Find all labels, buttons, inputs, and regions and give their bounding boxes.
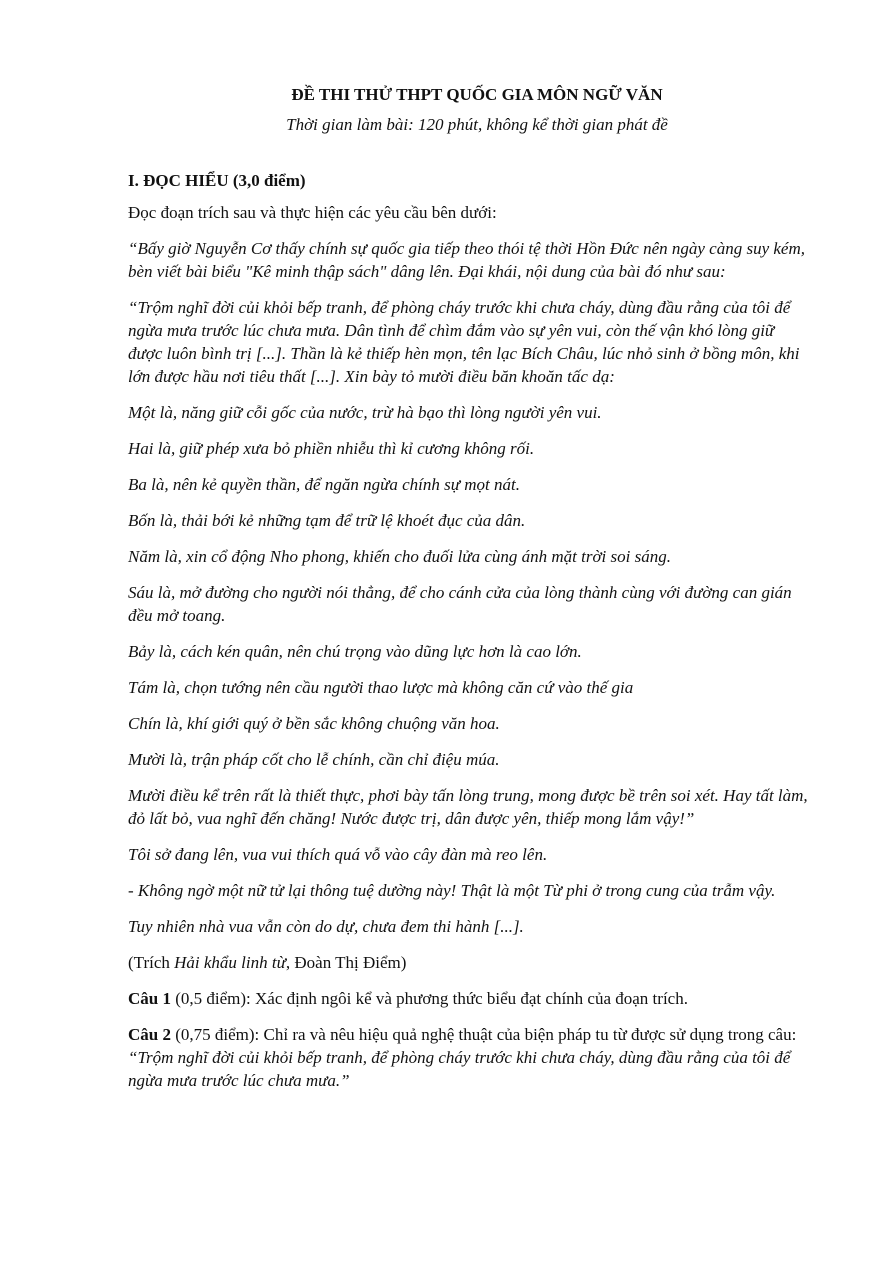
passage-paragraph: Mười điều kể trên rất là thiết thực, phơi bày tấn lòng trung, mong được bề trên soi xét. Hay tất làm, đỏ lất bỏ, vua nghĩ đến chăng! Nước được trị, dân được yên, thiếp mong lắm vậy!”: [128, 786, 808, 828]
passage-paragraph: Tuy nhiên nhà vua vẫn còn do dự, chưa đem thi hành [...].: [128, 917, 524, 936]
passage-list-item: Chín là, khí giới quý ở bền sắc không chuộng văn hoa.: [128, 714, 500, 733]
passage-list-item: Năm là, xin cổ động Nho phong, khiến cho đuối lửa cùng ánh mặt trời soi sáng.: [128, 547, 671, 566]
source-suffix: , Đoàn Thị Điểm): [285, 953, 407, 972]
passage-list-item: Mười là, trận pháp cốt cho lễ chính, cần chỉ điệu múa.: [128, 750, 500, 769]
passage-list-item: Một là, năng giữ cỗi gốc của nước, trừ hà bạo thì lòng người yên vui.: [128, 403, 602, 422]
section-heading: I. ĐỌC HIỂU (3,0 điểm): [128, 171, 306, 190]
passage-list-item: Bốn là, thải bới kẻ những tạm để trữ lệ khoét đục của dân.: [128, 511, 526, 530]
question-label: Câu 2: [128, 1025, 171, 1044]
source-work-title: Hải khẩu linh từ: [174, 953, 286, 972]
question-1: [128, 987, 808, 1010]
passage-list-item: Ba là, nên kẻ quyền thần, để ngăn ngừa chính sự mọt nát.: [128, 475, 521, 494]
document-page: [128, 84, 808, 1105]
passage-paragraph: Tôi sở đang lên, vua vui thích quá vỗ vào cây đàn mà reo lên.: [128, 845, 548, 864]
passage-paragraph: “Trộm nghĩ đời củi khỏi bếp tranh, để phòng cháy trước khi chưa cháy, dùng đầu rằng của tôi để ngừa mưa trước lúc chưa mưa. Dân tình để chìm đắm vào sự yên vui, còn thế vận khó lòng giữ được luôn bình trị [...]. Thần là kẻ thiếp hèn mọn, tên lạc Bích Châu, lúc nhỏ sinh ở bồng môn, khi lớn được hầu nơi tiêu thất [...]. Xin bày tỏ mười điều băn khoăn tấc dạ:: [128, 298, 800, 386]
source-citation: [128, 951, 808, 974]
question-2: [128, 1023, 808, 1092]
passage-list-item: Bảy là, cách kén quân, nên chú trọng vào dũng lực hơn là cao lớn.: [128, 642, 582, 661]
instruction-text: Đọc đoạn trích sau và thực hiện các yêu cầu bên dưới:: [128, 203, 497, 222]
source-prefix: (Trích: [128, 953, 175, 972]
passage-paragraph: “Bấy giờ Nguyễn Cơ thấy chính sự quốc gia tiếp theo thói tệ thời Hồn Đức nên ngày càng suy kém, bèn viết bài biểu "Kê minh thập sách" dâng lên. Đại khái, nội dung của bài đó như sau:: [128, 239, 805, 281]
passage-paragraph: - Không ngờ một nữ tử lại thông tuệ dường này! Thật là một Từ phi ở trong cung của trẫm vậy.: [128, 881, 776, 900]
question-text: (0,5 điểm): Xác định ngôi kể và phương thức biểu đạt chính của đoạn trích.: [170, 989, 688, 1008]
exam-title: ĐỀ THI THỬ THPT QUỐC GIA MÔN NGỮ VĂN: [291, 85, 663, 104]
passage-list-item: Hai là, giữ phép xưa bỏ phiền nhiễu thì kỉ cương không rối.: [128, 439, 535, 458]
passage-list-item: Tám là, chọn tướng nên cầu người thao lược mà không căn cứ vào thế gia: [128, 678, 634, 697]
question-text: (0,75 điểm): Chỉ ra và nêu hiệu quả nghệ thuật của biện pháp tu từ được sử dụng trong câu:: [170, 1025, 797, 1044]
question-label: Câu 1: [128, 989, 171, 1008]
question-quote: “Trộm nghĩ đời củi khỏi bếp tranh, để phòng cháy trước khi chưa cháy, dùng đầu rằng của tôi để ngừa mưa trước lúc chưa mưa.”: [128, 1048, 791, 1090]
exam-subtitle: Thời gian làm bài: 120 phút, không kể thời gian phát đề: [286, 115, 668, 134]
passage-list-item: Sáu là, mở đường cho người nói thẳng, để cho cánh cửa của lòng thành cùng với đường can gián đều mở toang.: [128, 583, 792, 625]
